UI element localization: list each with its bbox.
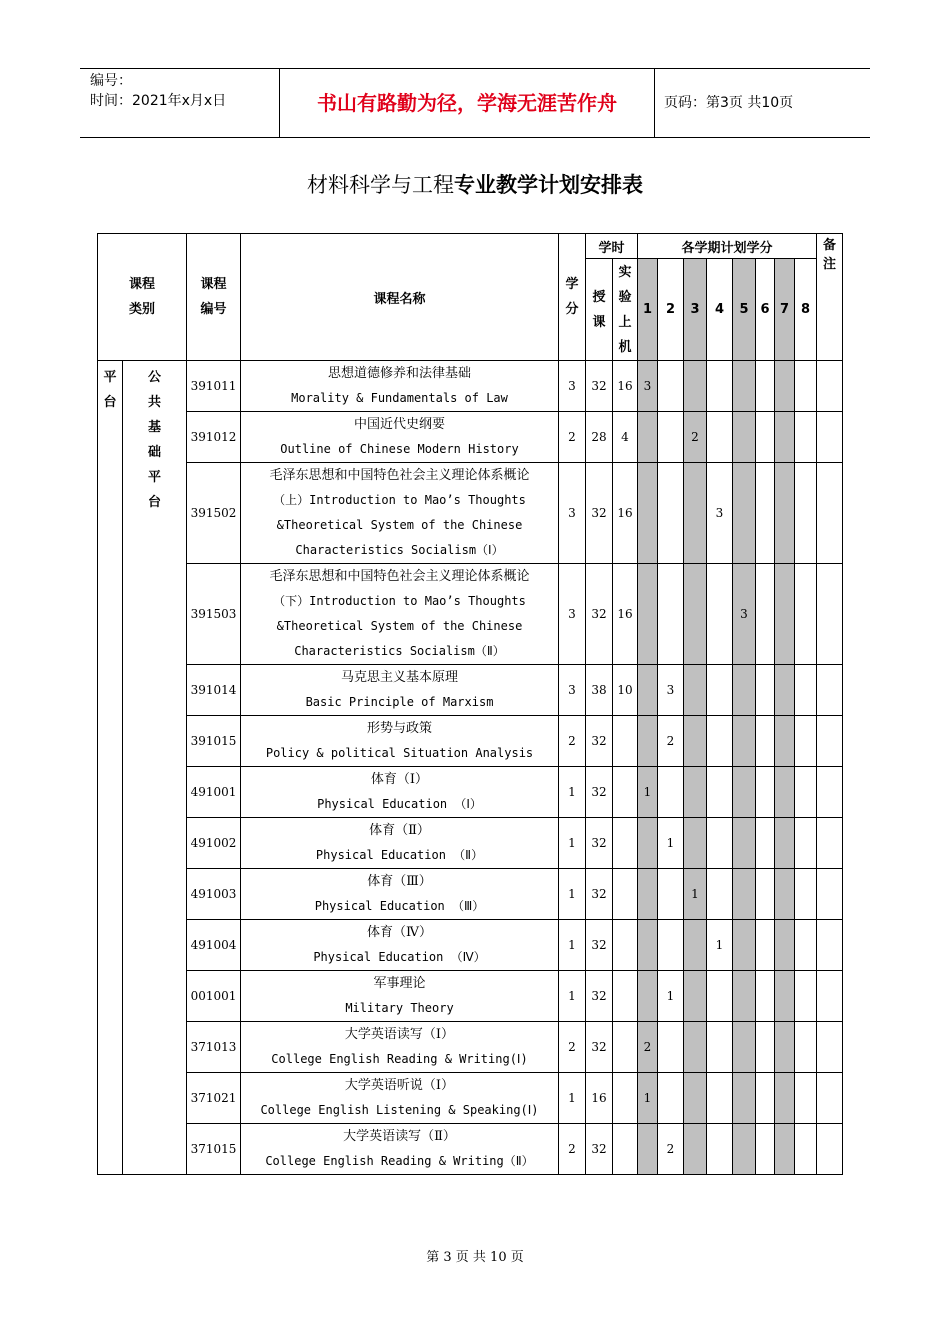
course-lecture: 32 [586, 971, 613, 1022]
semester-cell-4 [707, 665, 733, 716]
semester-cell-5 [733, 1124, 756, 1175]
semester-cell-3: 1 [684, 869, 707, 920]
course-credit: 3 [559, 361, 586, 412]
semester-cell-4 [707, 1124, 733, 1175]
page-footer: 第 3 页 共 10 页 [426, 1250, 524, 1265]
number-label: 编号： [90, 73, 132, 89]
course-code: 001001 [187, 971, 241, 1022]
category-level-2: 公 共 基 础 平 台 [123, 361, 187, 1175]
course-name [241, 1124, 559, 1175]
semester-header-1: 1 [638, 259, 658, 361]
semester-cell-2 [658, 1073, 684, 1124]
semester-cell-4 [707, 869, 733, 920]
semester-cell-4: 3 [707, 463, 733, 564]
semester-cell-2 [658, 920, 684, 971]
semester-cell-2: 3 [658, 665, 684, 716]
semester-header-4: 4 [707, 259, 733, 361]
course-name-cn: 毛泽东思想和中国特色社会主义理论体系概论 [269, 468, 530, 483]
semester-cell-2: 2 [658, 716, 684, 767]
semester-header-8: 8 [795, 259, 817, 361]
semester-cell-5 [733, 412, 756, 463]
course-lecture: 32 [586, 361, 613, 412]
semester-cell-7 [775, 716, 795, 767]
semester-cell-2 [658, 564, 684, 665]
semester-cell-6 [756, 412, 775, 463]
semester-cell-5 [733, 361, 756, 412]
course-lecture: 32 [586, 463, 613, 564]
course-name-cn: 思想道德修养和法律基础 [327, 366, 471, 381]
semester-cell-5 [733, 665, 756, 716]
course-lecture: 16 [586, 1073, 613, 1124]
semester-cell-3 [684, 361, 707, 412]
course-name-en: Physical Education （Ⅳ） [313, 950, 486, 964]
course-name [241, 1022, 559, 1073]
semester-cell-6 [756, 971, 775, 1022]
course-lab [613, 1124, 638, 1175]
course-code: 391503 [187, 564, 241, 665]
code-header [187, 234, 241, 361]
credit-header-text: 学 分 [565, 277, 579, 317]
course-name-cn: 军事理论 [373, 976, 426, 991]
course-code: 391011 [187, 361, 241, 412]
course-name [241, 716, 559, 767]
remark-cell [817, 564, 843, 665]
course-credit: 2 [559, 1022, 586, 1073]
course-name-en: College English Listening & Speaking(Ⅰ) [260, 1103, 539, 1117]
course-name-cn: 体育（Ⅲ） [367, 874, 432, 889]
semester-header-7: 7 [775, 259, 795, 361]
course-name-cn: 体育（Ⅳ） [367, 925, 432, 940]
semester-cell-8 [795, 1073, 817, 1124]
course-lab: 10 [613, 665, 638, 716]
remark-cell [817, 716, 843, 767]
semester-cell-2: 1 [658, 818, 684, 869]
semester-cell-2 [658, 1022, 684, 1073]
table-row [98, 920, 843, 971]
remark-cell [817, 361, 843, 412]
course-credit: 2 [559, 716, 586, 767]
course-name-en: College English Reading & Writing（Ⅱ） [265, 1154, 534, 1168]
course-lab: 16 [613, 463, 638, 564]
semester-cell-5 [733, 869, 756, 920]
lecture-header-text: 授 课 [592, 289, 606, 330]
semester-cell-5 [733, 818, 756, 869]
course-name-en: Physical Education （Ⅰ） [317, 797, 482, 811]
course-credit: 1 [559, 971, 586, 1022]
semester-cell-6 [756, 1124, 775, 1175]
semester-cell-6 [756, 818, 775, 869]
course-code: 491004 [187, 920, 241, 971]
course-credit: 2 [559, 1124, 586, 1175]
semester-cell-1: 2 [638, 1022, 658, 1073]
category-header [98, 234, 187, 361]
course-code: 371015 [187, 1124, 241, 1175]
remark-header: 备注 [817, 234, 843, 361]
code-header-text: 课程 编号 [200, 277, 227, 317]
course-lecture: 32 [586, 716, 613, 767]
course-credit: 3 [559, 665, 586, 716]
semester-cell-1 [638, 665, 658, 716]
course-name-en: Physical Education （Ⅲ） [314, 899, 485, 913]
semester-cell-1: 1 [638, 1073, 658, 1124]
semester-cell-1: 1 [638, 767, 658, 818]
course-name-en: Outline of Chinese Modern History [280, 442, 519, 456]
semester-cell-8 [795, 1022, 817, 1073]
course-name-cn: 形势与政策 [366, 721, 432, 736]
semester-cell-1 [638, 412, 658, 463]
semester-cell-6 [756, 564, 775, 665]
course-name-cn: 大学英语读写（Ⅱ） [343, 1129, 456, 1144]
title-part-2: 专业教学计划安排表 [454, 173, 643, 197]
course-credit: 1 [559, 767, 586, 818]
course-code: 391014 [187, 665, 241, 716]
semester-cell-2 [658, 412, 684, 463]
table-row [98, 716, 843, 767]
semester-cell-6 [756, 361, 775, 412]
semester-cell-1 [638, 716, 658, 767]
semester-cell-8 [795, 665, 817, 716]
semester-cell-8 [795, 1124, 817, 1175]
lab-header-text: 实 验 上 机 [618, 264, 632, 355]
semester-cell-8 [795, 971, 817, 1022]
remark-cell [817, 869, 843, 920]
semester-cell-5 [733, 716, 756, 767]
table-row [98, 1022, 843, 1073]
table-row [98, 767, 843, 818]
title-part-1: 材料科学与工程 [307, 173, 454, 197]
course-code: 391012 [187, 412, 241, 463]
semester-cell-3 [684, 1073, 707, 1124]
course-name-en: Morality & Fundamentals of Law [291, 391, 508, 405]
semester-cell-7 [775, 971, 795, 1022]
semester-cell-5 [733, 971, 756, 1022]
course-lab [613, 971, 638, 1022]
course-code: 371013 [187, 1022, 241, 1073]
course-credit: 2 [559, 412, 586, 463]
semester-cell-7 [775, 1022, 795, 1073]
course-lab [613, 920, 638, 971]
semester-header-6: 6 [756, 259, 775, 361]
semester-cell-3 [684, 971, 707, 1022]
lab-header [613, 259, 638, 361]
semester-cell-3 [684, 564, 707, 665]
course-lecture: 32 [586, 869, 613, 920]
course-name-en: &Theoretical System of the Chinese [276, 619, 523, 633]
semester-cell-4 [707, 1073, 733, 1124]
semester-header-5: 5 [733, 259, 756, 361]
document-title [0, 168, 950, 202]
semester-cell-3 [684, 716, 707, 767]
course-name [241, 869, 559, 920]
semester-cell-3 [684, 818, 707, 869]
course-name-en: Characteristics Socialism（Ⅰ） [295, 543, 504, 557]
course-credit: 1 [559, 1073, 586, 1124]
semester-cell-7 [775, 767, 795, 818]
semester-cell-8 [795, 412, 817, 463]
course-lab: 16 [613, 361, 638, 412]
header-row-1 [98, 234, 843, 259]
semester-cell-1 [638, 920, 658, 971]
semester-cell-3 [684, 1124, 707, 1175]
table-row [98, 361, 843, 412]
table-row [98, 564, 843, 665]
course-credit: 1 [559, 818, 586, 869]
semester-header-2: 2 [658, 259, 684, 361]
semester-cell-8 [795, 869, 817, 920]
semester-cell-7 [775, 361, 795, 412]
course-name [241, 767, 559, 818]
remark-cell [817, 1124, 843, 1175]
table-row [98, 665, 843, 716]
course-credit: 3 [559, 564, 586, 665]
header-left [80, 69, 280, 137]
course-lecture: 32 [586, 818, 613, 869]
semester-cell-3 [684, 1022, 707, 1073]
remark-cell [817, 1022, 843, 1073]
semester-cell-7 [775, 869, 795, 920]
remark-cell [817, 412, 843, 463]
course-name-en: College English Reading & Writing(Ⅰ) [271, 1052, 528, 1066]
course-lecture: 32 [586, 767, 613, 818]
semester-cell-8 [795, 920, 817, 971]
course-code: 491003 [187, 869, 241, 920]
semester-cell-5: 3 [733, 564, 756, 665]
lecture-header [586, 259, 613, 361]
course-name [241, 818, 559, 869]
motto: 书山有路勤为径，学海无涯苦作舟 [280, 69, 655, 137]
table-row [98, 463, 843, 564]
semester-cell-7 [775, 1124, 795, 1175]
semester-cell-7 [775, 665, 795, 716]
remark-cell [817, 920, 843, 971]
course-code: 371021 [187, 1073, 241, 1124]
course-lecture: 28 [586, 412, 613, 463]
semester-cell-1 [638, 818, 658, 869]
table-row [98, 412, 843, 463]
semester-cell-6 [756, 920, 775, 971]
semester-cell-3 [684, 463, 707, 564]
name-header: 课程名称 [241, 234, 559, 361]
semester-cell-2 [658, 463, 684, 564]
semester-cell-2 [658, 869, 684, 920]
course-name-cn: 中国近代史纲要 [353, 417, 445, 432]
remark-cell [817, 665, 843, 716]
course-code: 491002 [187, 818, 241, 869]
remark-cell [817, 818, 843, 869]
course-credit: 3 [559, 463, 586, 564]
semester-cell-1 [638, 1124, 658, 1175]
semester-cell-4 [707, 767, 733, 818]
table-row [98, 869, 843, 920]
credit-header [559, 234, 586, 361]
course-lab: 16 [613, 564, 638, 665]
course-lecture: 32 [586, 564, 613, 665]
course-name-en: （下）Introduction to Mao’s Thoughts [273, 594, 526, 608]
semester-cell-6 [756, 1073, 775, 1124]
semester-cell-1 [638, 971, 658, 1022]
semester-cell-7 [775, 564, 795, 665]
remark-cell [817, 463, 843, 564]
course-name-cn: 毛泽东思想和中国特色社会主义理论体系概论 [269, 569, 530, 584]
semester-cell-7 [775, 1073, 795, 1124]
semester-cell-4 [707, 361, 733, 412]
semester-cell-6 [756, 869, 775, 920]
semester-cell-2: 2 [658, 1124, 684, 1175]
semester-cell-2 [658, 361, 684, 412]
course-lecture: 32 [586, 1022, 613, 1073]
course-name-cn: 体育（Ⅱ） [369, 823, 430, 838]
semester-cell-5 [733, 463, 756, 564]
semester-cell-8 [795, 564, 817, 665]
course-code: 391015 [187, 716, 241, 767]
semester-cell-4 [707, 564, 733, 665]
semester-cell-5 [733, 920, 756, 971]
course-lab [613, 1022, 638, 1073]
course-name [241, 971, 559, 1022]
semester-cell-3: 2 [684, 412, 707, 463]
course-name-en: Military Theory [345, 1001, 454, 1015]
course-credit: 1 [559, 920, 586, 971]
semester-cell-7 [775, 463, 795, 564]
table-row [98, 1073, 843, 1124]
semester-cell-8 [795, 463, 817, 564]
semester-cell-6 [756, 1022, 775, 1073]
semester-cell-1 [638, 463, 658, 564]
course-name-en: Physical Education （Ⅱ） [315, 848, 484, 862]
semester-cell-4 [707, 971, 733, 1022]
table-row [98, 971, 843, 1022]
course-name [241, 665, 559, 716]
course-lab [613, 716, 638, 767]
remark-cell [817, 1073, 843, 1124]
course-name [241, 412, 559, 463]
page-header [80, 68, 870, 138]
semester-cell-2 [658, 767, 684, 818]
course-lecture: 32 [586, 920, 613, 971]
table-row [98, 818, 843, 869]
semester-cell-1 [638, 869, 658, 920]
course-name-en: （上）Introduction to Mao’s Thoughts [273, 493, 526, 507]
semester-cell-7 [775, 818, 795, 869]
course-lab [613, 767, 638, 818]
semester-cell-5 [733, 767, 756, 818]
semester-cell-3 [684, 767, 707, 818]
page-indicator: 页码：第3页 共10页 [664, 95, 794, 111]
course-lecture: 32 [586, 1124, 613, 1175]
course-code: 491001 [187, 767, 241, 818]
table-row [98, 1124, 843, 1175]
course-lab [613, 1073, 638, 1124]
course-lab: 4 [613, 412, 638, 463]
course-name-cn: 体育（Ⅰ） [370, 772, 429, 787]
semester-cell-3 [684, 920, 707, 971]
remark-cell [817, 971, 843, 1022]
semester-cell-5 [733, 1022, 756, 1073]
category-level-1: 平 台 [98, 361, 123, 1175]
course-lecture: 38 [586, 665, 613, 716]
course-name-en: Basic Principle of Marxism [305, 695, 494, 709]
semester-cell-6 [756, 716, 775, 767]
semester-header-3: 3 [684, 259, 707, 361]
semester-cell-8 [795, 716, 817, 767]
semester-cell-1 [638, 564, 658, 665]
course-name-cn: 大学英语读写（Ⅰ） [344, 1027, 455, 1042]
semester-cell-4 [707, 1022, 733, 1073]
semester-cell-4 [707, 716, 733, 767]
course-name-en: Policy & political Situation Analysis [265, 746, 534, 760]
semester-cell-8 [795, 361, 817, 412]
course-lab [613, 869, 638, 920]
semester-cell-8 [795, 818, 817, 869]
remark-cell [817, 767, 843, 818]
semesters-header: 各学期计划学分 [638, 234, 817, 259]
course-name-cn: 马克思主义基本原理 [340, 670, 458, 685]
semester-cell-8 [795, 767, 817, 818]
date-label: 时间：2021年x月x日 [90, 93, 227, 109]
course-name-en: Characteristics Socialism（Ⅱ） [294, 644, 505, 658]
course-name [241, 361, 559, 412]
semester-cell-3 [684, 665, 707, 716]
course-lab [613, 818, 638, 869]
course-name [241, 920, 559, 971]
semester-cell-7 [775, 412, 795, 463]
semester-cell-6 [756, 767, 775, 818]
semester-cell-6 [756, 463, 775, 564]
course-credit: 1 [559, 869, 586, 920]
course-name-en: &Theoretical System of the Chinese [276, 518, 523, 532]
semester-cell-5 [733, 1073, 756, 1124]
category-header-text: 课程 类别 [128, 277, 155, 317]
semester-cell-1: 3 [638, 361, 658, 412]
semester-cell-6 [756, 665, 775, 716]
course-name [241, 463, 559, 564]
course-name-cn: 大学英语听说（Ⅰ） [344, 1078, 455, 1093]
semester-cell-4 [707, 412, 733, 463]
course-name [241, 1073, 559, 1124]
course-name [241, 564, 559, 665]
semester-cell-4: 1 [707, 920, 733, 971]
semester-cell-4 [707, 818, 733, 869]
semester-cell-7 [775, 920, 795, 971]
semester-cell-2: 1 [658, 971, 684, 1022]
teaching-plan-table [97, 233, 843, 1175]
hours-header: 学时 [586, 234, 638, 259]
course-code: 391502 [187, 463, 241, 564]
